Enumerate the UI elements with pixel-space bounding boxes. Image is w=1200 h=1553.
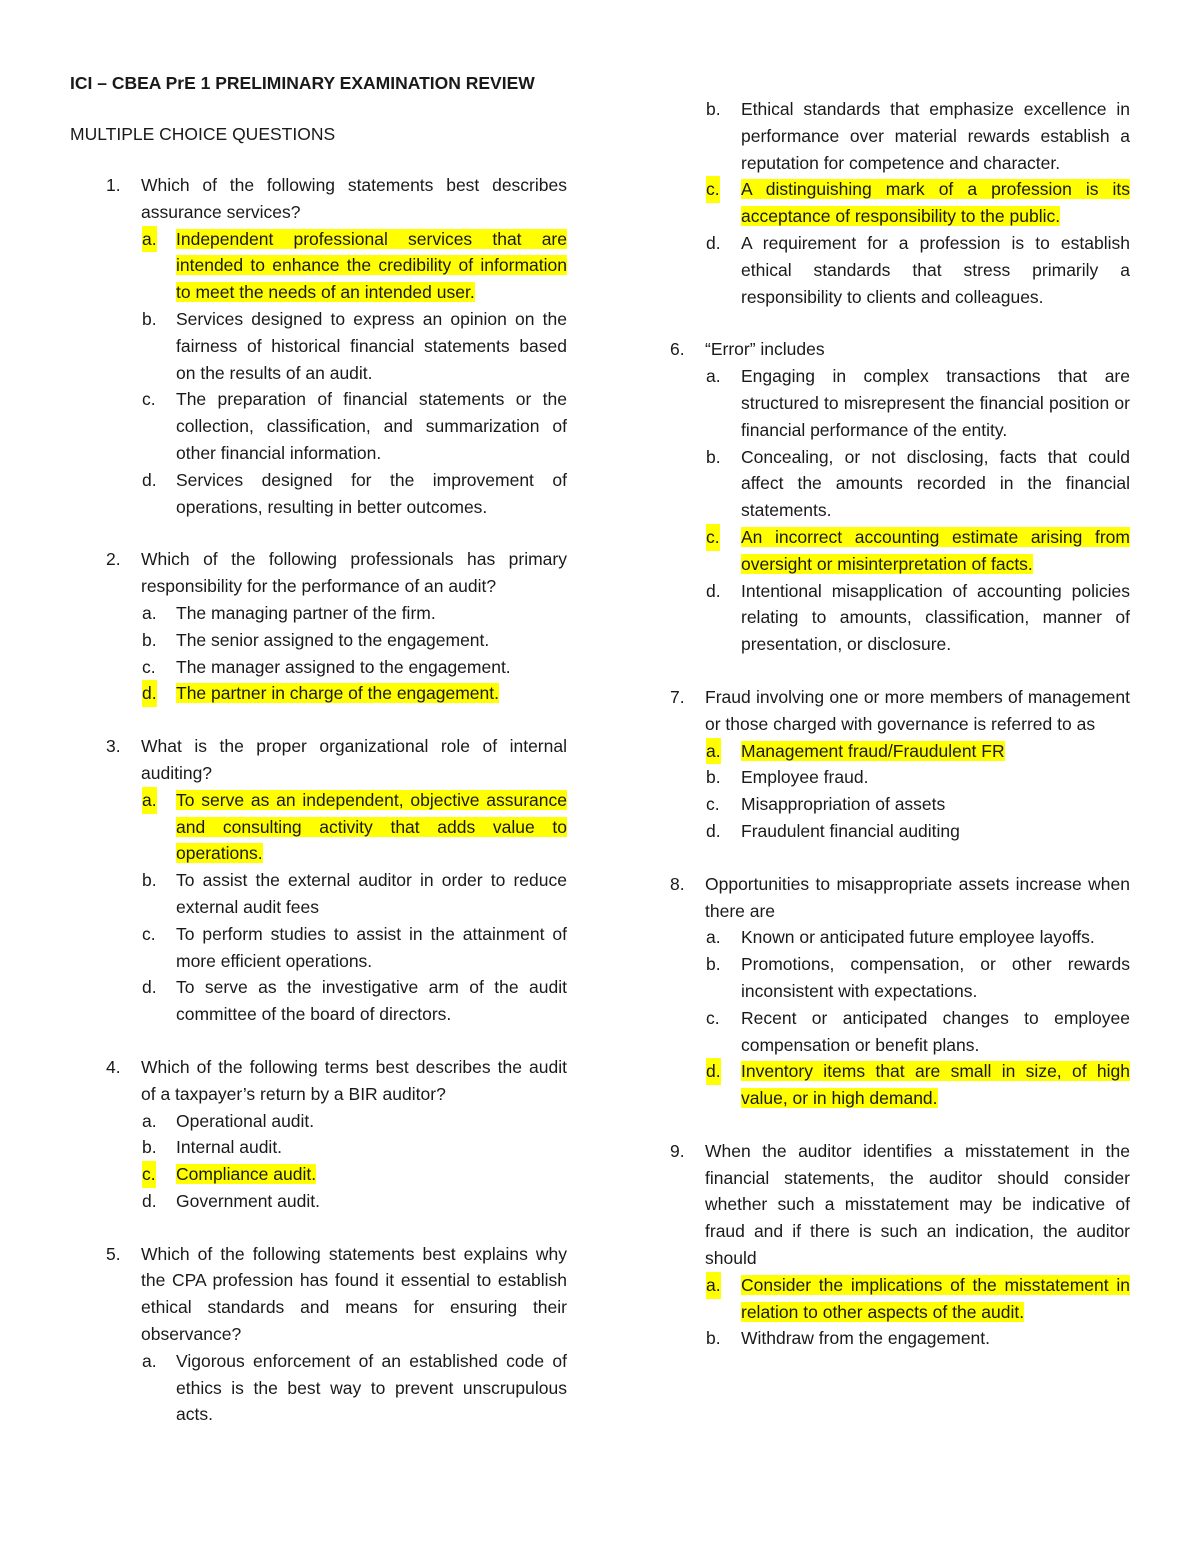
question-5	[70, 1241, 567, 1429]
option-text: Recent or anticipated changes to employee compensation or benefit plans.	[741, 1007, 1130, 1055]
question-number: 8.	[670, 873, 685, 894]
option-3c[interactable]	[70, 921, 567, 975]
option-text: The preparation of financial statements or the collection, classification, and summarization of other financial information.	[176, 389, 567, 463]
option-text: Government audit.	[176, 1190, 320, 1211]
option-3a[interactable]	[70, 787, 567, 867]
option-6c[interactable]	[670, 524, 1130, 578]
question-number: 6.	[670, 339, 685, 360]
option-1b[interactable]	[70, 306, 567, 386]
option-text: Services designed to express an opinion on the fairness of historical financial statements based on the results of an audit.	[176, 308, 567, 383]
question-2	[70, 546, 567, 707]
option-text: Internal audit.	[176, 1137, 283, 1158]
option-letter: c.	[706, 524, 720, 551]
option-text: Management fraud/Fraudulent FR	[741, 740, 1005, 761]
option-2c[interactable]	[70, 654, 567, 681]
option-1d[interactable]	[70, 467, 567, 521]
option-text: Employee fraud.	[741, 767, 869, 788]
option-3d[interactable]	[70, 974, 567, 1028]
question-stem	[670, 1138, 1130, 1272]
option-letter: c.	[706, 176, 720, 203]
option-text: To serve as an independent, objective assurance and consulting activity that adds value to operations.	[176, 789, 567, 864]
option-letter: d.	[706, 1058, 721, 1085]
question-number: 4.	[106, 1056, 121, 1077]
option-7a[interactable]	[670, 738, 1130, 765]
option-letter: b.	[142, 870, 157, 891]
option-3b[interactable]	[70, 867, 567, 921]
option-text: Services designed for the improvement of operations, resulting in better outcomes.	[176, 469, 567, 517]
option-text: Concealing, or not disclosing, facts that could affect the amounts recorded in the financial statements.	[741, 446, 1130, 521]
option-letter: c.	[142, 1161, 156, 1188]
option-text: Withdraw from the engagement.	[741, 1328, 991, 1349]
question-stem	[70, 172, 567, 226]
option-9b[interactable]	[670, 1325, 1130, 1352]
option-letter: a.	[142, 226, 157, 253]
option-letter: a.	[142, 602, 157, 623]
option-text: The manager assigned to the engagement.	[176, 656, 511, 677]
question-stem	[670, 336, 1130, 363]
option-text: Vigorous enforcement of an established code of ethics is the best way to prevent unscrupulous acts.	[176, 1350, 567, 1425]
option-6a[interactable]	[670, 363, 1130, 443]
option-text: Inventory items that are small in size, of high value, or in high demand.	[741, 1061, 1130, 1109]
question-8	[670, 871, 1130, 1112]
question-number: 7.	[670, 686, 685, 707]
question-number: 3.	[106, 736, 121, 757]
option-letter: c.	[706, 794, 720, 815]
question-5-continued	[670, 96, 1130, 310]
option-letter: d.	[142, 680, 157, 707]
right-column	[670, 96, 1130, 1378]
section-heading: MULTIPLE CHOICE QUESTIONS	[70, 124, 336, 144]
option-text: To serve as the investigative arm of the audit committee of the board of directors.	[176, 977, 567, 1025]
question-text: Opportunities to misappropriate assets increase when there are	[705, 873, 1130, 921]
question-stem	[70, 733, 567, 787]
option-letter: c.	[142, 389, 156, 410]
option-text: A requirement for a profession is to establish ethical standards that stress primarily a responsibility to clients and colleagues.	[741, 232, 1130, 307]
option-7c[interactable]	[670, 791, 1130, 818]
question-6	[670, 336, 1130, 658]
option-text: The managing partner of the firm.	[176, 602, 436, 623]
option-letter: c.	[142, 923, 156, 944]
question-text: Which of the following statements best explains why the CPA profession has found it essential to establish ethical standards and means for ensuring their observance?	[141, 1243, 567, 1345]
question-text: Which of the following statements best describes assurance services?	[141, 175, 567, 222]
option-letter: d.	[706, 820, 721, 841]
option-letter: a.	[142, 787, 157, 814]
option-4a[interactable]	[70, 1108, 567, 1135]
option-letter: b.	[142, 629, 157, 650]
question-stem	[70, 1241, 567, 1348]
question-4	[70, 1054, 567, 1215]
question-stem	[70, 546, 567, 600]
option-letter: d.	[142, 469, 157, 490]
option-letter: b.	[142, 1137, 157, 1158]
option-text: The senior assigned to the engagement.	[176, 629, 490, 650]
option-text: Ethical standards that emphasize excellence in performance over material rewards establish a reputation for competence and character.	[741, 99, 1130, 173]
option-letter: a.	[142, 1110, 157, 1131]
question-text: When the auditor identifies a misstatement in the financial statements, the auditor should consider whether such a misstatement may be indicative of fraud and if there is such an indication, the auditor should	[705, 1140, 1130, 1269]
option-text: A distinguishing mark of a profession is its acceptance of responsibility to the public.	[741, 179, 1130, 227]
question-stem	[70, 1054, 567, 1108]
option-text: Operational audit.	[176, 1110, 315, 1131]
option-letter: a.	[706, 927, 721, 948]
option-text: Known or anticipated future employee layoffs.	[741, 927, 1095, 948]
question-3	[70, 733, 567, 1028]
option-7d[interactable]	[670, 818, 1130, 845]
option-letter: a.	[706, 738, 721, 765]
option-letter: d.	[142, 977, 157, 998]
option-8a[interactable]	[670, 924, 1130, 951]
option-2a[interactable]	[70, 600, 567, 627]
option-text: Independent professional services that are intended to enhance the credibility of information to meet the needs of an intended user.	[176, 228, 567, 303]
option-8b[interactable]	[670, 951, 1130, 1005]
option-4b[interactable]	[70, 1134, 567, 1161]
option-2d[interactable]	[70, 680, 567, 707]
option-letter: b.	[706, 99, 721, 119]
option-5c[interactable]	[670, 176, 1130, 230]
option-2b[interactable]	[70, 627, 567, 654]
question-text: Fraud involving one or more members of management or those charged with governance is referred to as	[705, 686, 1130, 734]
option-letter: a.	[142, 1350, 157, 1371]
option-7b[interactable]	[670, 764, 1130, 791]
option-text: Consider the implications of the misstatement in relation to other aspects of the audit.	[741, 1274, 1130, 1322]
question-number: 9.	[670, 1140, 685, 1161]
question-number: 5.	[106, 1243, 121, 1264]
option-9a[interactable]	[670, 1272, 1130, 1326]
option-text: Intentional misapplication of accounting policies relating to amounts, classification, manner of presentation, or disclosure.	[741, 580, 1130, 655]
option-text: Compliance audit.	[176, 1164, 317, 1185]
option-text: The partner in charge of the engagement.	[176, 683, 499, 704]
option-letter: b.	[706, 954, 721, 975]
question-1	[70, 172, 567, 520]
question-9	[670, 1138, 1130, 1352]
option-8d[interactable]	[670, 1058, 1130, 1112]
option-text: Engaging in complex transactions that are structured to misrepresent the financial position or financial performance of the entity.	[741, 366, 1130, 440]
option-text: Fraudulent financial auditing	[741, 820, 960, 841]
question-stem	[670, 871, 1130, 925]
option-letter: c.	[142, 656, 156, 677]
option-text: To assist the external auditor in order to reduce external audit fees	[176, 870, 567, 917]
question-7	[670, 684, 1130, 845]
option-letter: d.	[706, 232, 721, 253]
option-text: Promotions, compensation, or other rewards inconsistent with expectations.	[741, 954, 1130, 1001]
question-text: Which of the following professionals has primary responsibility for the performance of an audit?	[141, 549, 567, 597]
question-text: “Error” includes	[705, 339, 825, 360]
question-stem	[670, 684, 1130, 738]
option-letter: a.	[706, 1272, 721, 1299]
option-letter: a.	[706, 366, 721, 387]
option-6b[interactable]	[670, 444, 1130, 524]
option-letter: b.	[706, 767, 721, 788]
option-1a[interactable]	[70, 226, 567, 306]
option-6d[interactable]	[670, 578, 1130, 658]
option-8c[interactable]	[670, 1005, 1130, 1059]
option-4d[interactable]	[70, 1188, 567, 1215]
option-letter: d.	[706, 580, 721, 601]
option-letter: d.	[142, 1190, 157, 1211]
option-5b[interactable]	[670, 96, 1130, 176]
question-text: What is the proper organizational role of internal auditing?	[141, 736, 567, 783]
left-column	[70, 70, 567, 1454]
option-4c[interactable]	[70, 1161, 567, 1188]
question-number: 1.	[106, 175, 121, 195]
question-text: Which of the following terms best describes the audit of a taxpayer’s return by a BIR auditor?	[141, 1056, 567, 1104]
option-text: Misappropriation of assets	[741, 794, 946, 815]
option-letter: b.	[142, 308, 157, 329]
option-letter: c.	[706, 1007, 720, 1028]
option-text: To perform studies to assist in the attainment of more efficient operations.	[176, 923, 567, 971]
option-letter: b.	[706, 1328, 721, 1349]
option-5a[interactable]	[70, 1348, 567, 1428]
option-letter: b.	[706, 446, 721, 467]
option-5d[interactable]	[670, 230, 1130, 310]
question-number: 2.	[106, 549, 121, 570]
option-1c[interactable]	[70, 386, 567, 466]
document-title: ICI – CBEA PrE 1 PRELIMINARY EXAMINATION REVIEW	[70, 73, 535, 93]
option-text: An incorrect accounting estimate arising from oversight or misinterpretation of facts.	[741, 526, 1130, 574]
